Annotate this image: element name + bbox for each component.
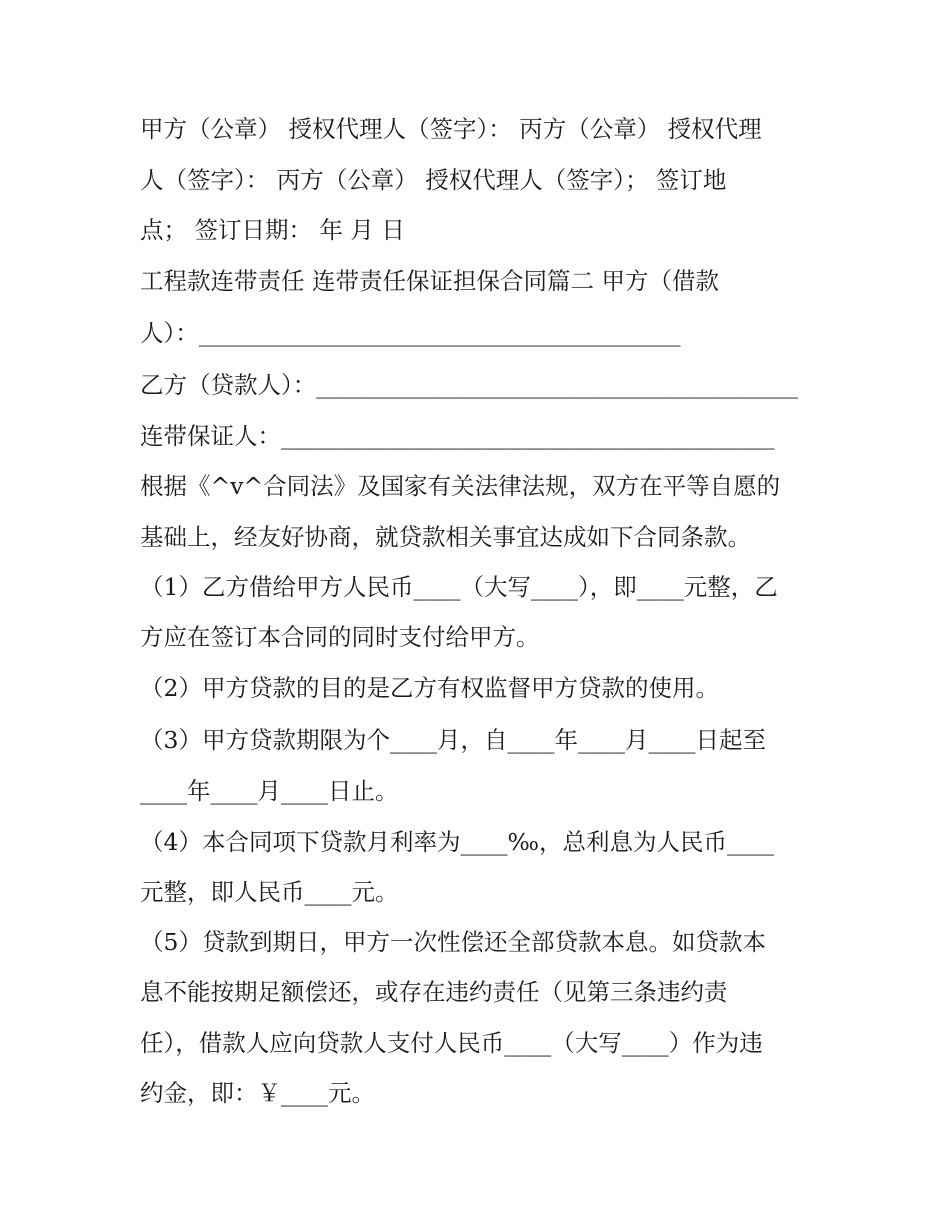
clause-5-line-3: 任），借款人应向贷款人支付人民币____（大写____）作为违 <box>140 1029 763 1057</box>
borrower-blank-line: 人）：_________________________________________ <box>140 319 681 347</box>
section-heading-line: 工程款连带责任 连带责任保证担保合同篇二 甲方（借款 <box>140 267 719 295</box>
lender-blank-line: 乙方（贷款人）：_________________________________________ <box>140 371 798 399</box>
signature-line-1: 甲方（公章） 授权代理人（签字）： 丙方（公章） 授权代理 <box>140 115 762 143</box>
clause-4-line-1: （4）本合同项下贷款月利率为____‰，总利息为人民币____ <box>140 828 774 856</box>
clause-1-line-2: 方应在签订本合同的同时支付给甲方。 <box>140 623 540 651</box>
clause-3-line-2: ____年____月____日止。 <box>140 777 399 805</box>
clause-5-line-2: 息不能按期足额偿还，或存在违约责任（见第三条违约责 <box>140 978 728 1006</box>
guarantor-blank-line: 连带保证人：__________________________________________ <box>140 422 775 450</box>
signing-date-line: 点； 签订日期： 年 月 日 <box>140 216 405 244</box>
clause-1-line-1: （1）乙方借给甲方人民币____（大写____），即____元整，乙 <box>140 573 778 601</box>
clause-5-line-1: （5）贷款到期日，甲方一次性偿还全部贷款本息。如贷款本 <box>140 928 766 956</box>
clause-3-line-1: （3）甲方贷款期限为个____月，自____年____月____日起至 <box>140 726 766 754</box>
signature-line-2: 人（签字）： 丙方（公章） 授权代理人（签字）； 签订地 <box>140 166 727 194</box>
clause-2-line: （2）甲方贷款的目的是乙方有权监督甲方贷款的使用。 <box>140 674 719 702</box>
clause-5-line-4: 约金，即：￥____元。 <box>140 1079 375 1107</box>
preamble-line-2: 基础上，经友好协商，就贷款相关事宜达成如下合同条款。 <box>140 523 751 551</box>
clause-4-line-2: 元整，即人民币____元。 <box>140 878 399 906</box>
preamble-line-1: 根据《^v^合同法》及国家有关法律法规，双方在平等自愿的 <box>140 472 781 500</box>
